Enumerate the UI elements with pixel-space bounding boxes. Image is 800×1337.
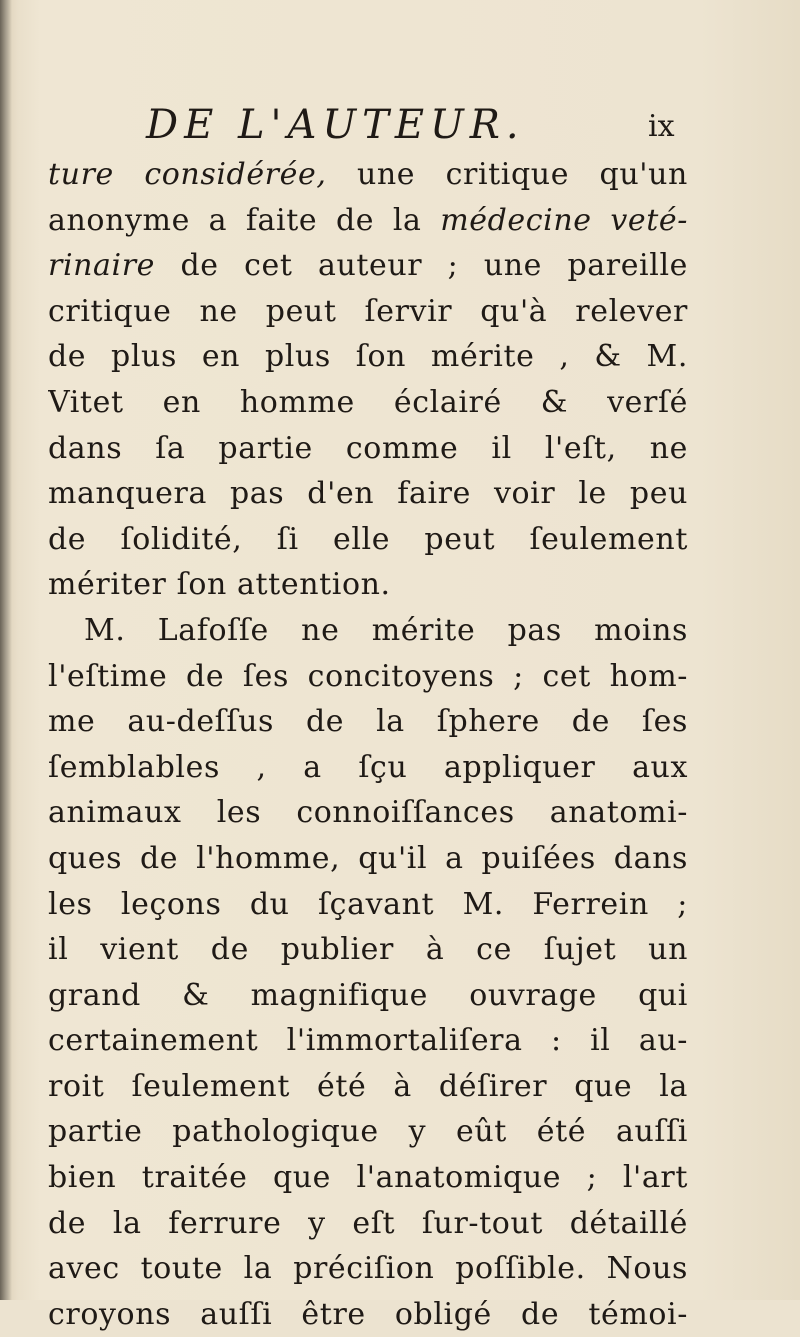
roman-text: il vient de publier à ce ſujet un <box>48 932 688 968</box>
text-line <box>48 380 688 426</box>
roman-text: animaux les connoiſſances anatomi- <box>48 795 688 831</box>
roman-text: avec toute la préciſion poſſible. Nous <box>48 1251 688 1287</box>
roman-text: me au-deſſus de la ſphere de ſes <box>48 704 688 740</box>
roman-text: ques de l'homme, qu'il a puiſées dans <box>48 840 688 876</box>
text-line <box>48 1064 688 1110</box>
text-line <box>48 973 688 1019</box>
roman-text: anonyme a faite de la <box>48 202 441 238</box>
roman-text: M. Lafoſſe ne mérite pas moins <box>84 612 688 648</box>
roman-text: une critique qu'un <box>326 157 688 192</box>
binding-edge <box>0 0 12 1300</box>
roman-text: dans ſa partie comme il l'eſt, ne <box>48 430 688 466</box>
roman-text: critique ne peut ſervir qu'à relever <box>48 293 688 329</box>
text-line <box>48 1109 688 1155</box>
text-line <box>48 334 688 380</box>
italic-text: ture considérée, <box>48 157 327 192</box>
text-line <box>48 426 688 472</box>
text-line <box>48 1155 688 1201</box>
roman-text: croyons auſſi être obligé de témoi- <box>48 1296 688 1332</box>
roman-text: bien traitée que l'anatomique ; l'art <box>48 1160 688 1196</box>
text-line <box>48 927 688 973</box>
roman-text: roit ſeulement été à déſirer que la <box>48 1068 688 1104</box>
roman-text: de plus en plus ſon mérite , & M. <box>48 339 688 375</box>
roman-text: partie pathologique y eût été auſſi <box>48 1114 688 1150</box>
roman-text: ſemblables , a ſçu appliquer aux <box>48 749 688 785</box>
text-line <box>48 471 688 517</box>
text-line <box>48 699 688 745</box>
text-line <box>48 289 688 335</box>
text-line <box>48 882 688 928</box>
text-line <box>48 836 688 882</box>
roman-text: certainement l'immortaliſera : il au- <box>48 1023 688 1059</box>
page-number: ix <box>648 109 675 144</box>
italic-text: médecine veté- <box>440 202 688 238</box>
roman-text: les leçons du ſçavant M. Ferrein ; <box>48 886 688 922</box>
roman-text: grand & magnifique ouvrage qui <box>48 977 688 1013</box>
roman-text: manquera pas d'en faire voir le peu <box>48 476 688 512</box>
roman-text: de ſolidité, ſi elle peut ſeulement <box>48 521 688 557</box>
text-line <box>48 1292 688 1337</box>
text-line <box>48 608 688 654</box>
roman-text: Vitet en homme éclairé & verſé <box>48 384 688 420</box>
text-line <box>48 243 688 289</box>
text-line <box>48 198 688 244</box>
roman-text: de cet auteur ; une pareille <box>155 248 688 284</box>
body-text <box>48 152 688 1337</box>
text-line <box>48 1201 688 1247</box>
text-line <box>48 790 688 836</box>
text-line <box>48 654 688 700</box>
text-line <box>48 1018 688 1064</box>
text-line <box>48 562 688 608</box>
italic-text: rinaire <box>48 248 156 284</box>
running-head-title: DE L'AUTEUR. <box>146 102 525 148</box>
text-line <box>48 152 688 198</box>
roman-text: l'eſtime de ſes concitoyens ; cet hom- <box>48 658 688 694</box>
text-line <box>48 1246 688 1292</box>
roman-text: mériter ſon attention. <box>48 567 391 603</box>
roman-text: de la ferrure y eſt ſur-tout détaillé <box>48 1205 688 1241</box>
text-line <box>48 517 688 563</box>
text-line <box>48 745 688 791</box>
